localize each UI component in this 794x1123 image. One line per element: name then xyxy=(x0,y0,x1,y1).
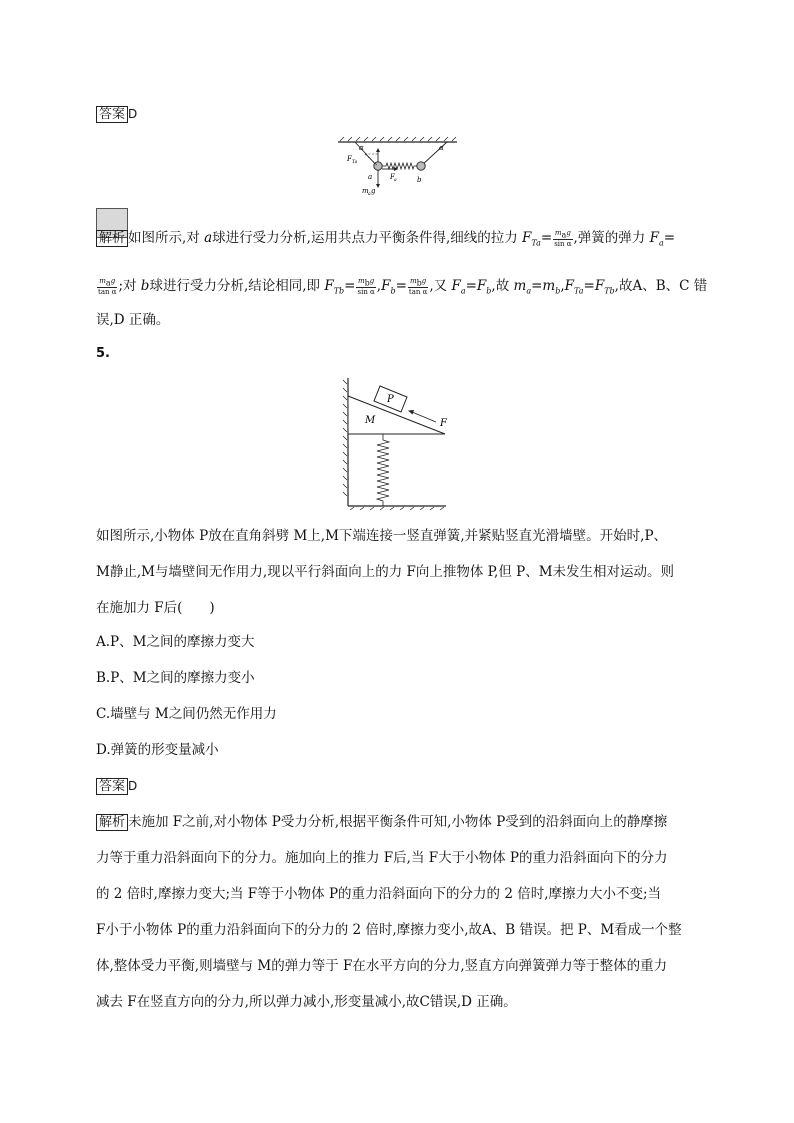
label-a: a xyxy=(368,173,373,181)
answer-label: 答案 xyxy=(96,106,128,123)
analysis-1-line-1: 解析 如图所示,对 a球进行受力分析,运用共点力平衡条件得,细线的拉力 $F_{Ta}=$ $\frac{m_ag}{\text{sin α}}$ ,弹簧的弹力 $F_a=$ xyxy=(96,228,675,254)
text-segment: 球进行受力分析,结论相同,即 xyxy=(149,278,325,294)
analysis-2-line-5: 体,整体受力平衡,则墙壁与 M的弹力等于 F在水平方向的分力,竖直方向弹簧弹力等于整体的重力 xyxy=(96,958,668,974)
label-mg: m xyxy=(362,187,369,195)
figure-balls-spring xyxy=(335,136,460,198)
analysis-label: 解析 xyxy=(96,230,128,247)
question-number: 5. xyxy=(96,346,110,361)
figure-wedge-spring xyxy=(340,376,452,510)
label-ft-sub: Ta xyxy=(352,160,358,165)
label-b: b xyxy=(417,176,422,184)
stem-line-2: M静止,M与墙壁间无作用力,现以平行斜面向上的力 F向上推物体 P,但 P、M未发生相对运动。则 xyxy=(96,564,675,580)
option-b: B.P、M之间的摩擦力变小 xyxy=(96,670,255,686)
analysis-1-line-2: $\frac{m_ag}{\text{tan α}}$ ;对 b球进行受力分析,结论相同,即 $F_{Tb}=$ $\frac{m_bg}{\text{sin α}}$ $,F_b=$ $\frac{m_bg}{\text{tan α}}$ ,又 $F_a=F_b$,故 $m_a=m_b,F_{Ta}=F_{Tb}$,故A、B、C 错 xyxy=(98,276,708,297)
fraction: $\frac{m_ag}{\text{sin α}}$ xyxy=(554,228,572,249)
label-mg-g: g xyxy=(371,187,376,195)
text-segment: ,故 xyxy=(491,278,514,294)
alpha-right: α xyxy=(439,144,444,152)
ball-b xyxy=(417,162,425,170)
analysis-2-line-2: 力等于重力沿斜面向下的分力。施加向上的推力 F后,当 F大于小物体 P的重力沿斜面向下的分力 xyxy=(96,850,668,866)
answer-2 xyxy=(96,776,137,797)
text-segment: 球进行受力分析,运用共点力平衡条件得,细线的拉力 xyxy=(212,230,523,246)
stem-line-1: 如图所示,小物体 P放在直角斜劈 M上,M下端连接一竖直弹簧,并紧贴竖直光滑墙壁。开始时,P、 xyxy=(96,528,668,544)
label-fa-sub: a xyxy=(394,178,397,183)
text-segment: = xyxy=(540,230,553,246)
text-segment: ,弹簧的弹力 xyxy=(573,230,650,246)
text-segment: = xyxy=(663,230,676,246)
analysis-label: 解析 xyxy=(96,814,128,831)
answer-1 xyxy=(96,104,137,125)
option-c: C.墙壁与 M之间仍然无作用力 xyxy=(96,706,277,722)
stem-line-3: 在施加力 F后( ) xyxy=(96,600,215,616)
label-p: P xyxy=(387,394,394,405)
analysis-2-line-1 xyxy=(96,812,667,833)
text-segment: ;对 xyxy=(118,278,141,294)
analysis-2-line-4: F小于小物体 P的重力沿斜面向下的分力的 2 倍时,摩擦力变小,故A、B 错误。把 P、M看成一个整 xyxy=(96,922,682,938)
label-m: M xyxy=(365,415,376,426)
answer-value: D xyxy=(128,779,138,793)
fraction: $\frac{m_ag}{\text{tan α}}$ xyxy=(98,276,117,297)
label-mg-sub: a xyxy=(368,192,371,197)
text-segment: ,故A、B、C 错 xyxy=(614,278,708,294)
label-ft: F xyxy=(347,155,352,163)
text-segment: 未施加 F之前,对小物体 P受力分析,根据平衡条件可知,小物体 P受到的沿斜面向上的静摩擦 xyxy=(128,814,668,830)
alpha-left: α xyxy=(359,144,364,152)
answer-value: D xyxy=(128,107,138,121)
option-d: D.弹簧的形变量减小 xyxy=(96,742,219,758)
option-a: A.P、M之间的摩擦力变大 xyxy=(96,634,255,650)
text-segment: 如图所示,对 xyxy=(128,230,205,246)
label-fa: F xyxy=(390,173,395,181)
text-segment: ,又 xyxy=(429,278,452,294)
var-a: a xyxy=(204,230,213,246)
analysis-1-line-3: 误,D 正确。 xyxy=(96,312,170,328)
answer-label: 答案 xyxy=(96,778,128,795)
analysis-2-line-3: 的 2 倍时,摩擦力变大;当 F等于小物体 P的重力沿斜面向下的分力的 2 倍时,摩擦力大小不变;当 xyxy=(96,886,662,902)
label-f: F xyxy=(440,418,447,429)
var-b: b xyxy=(140,278,150,294)
analysis-2-line-6: 减去 F在竖直方向的分力,所以弹力减小,形变量减小,故C错误,D 正确。 xyxy=(96,994,517,1010)
